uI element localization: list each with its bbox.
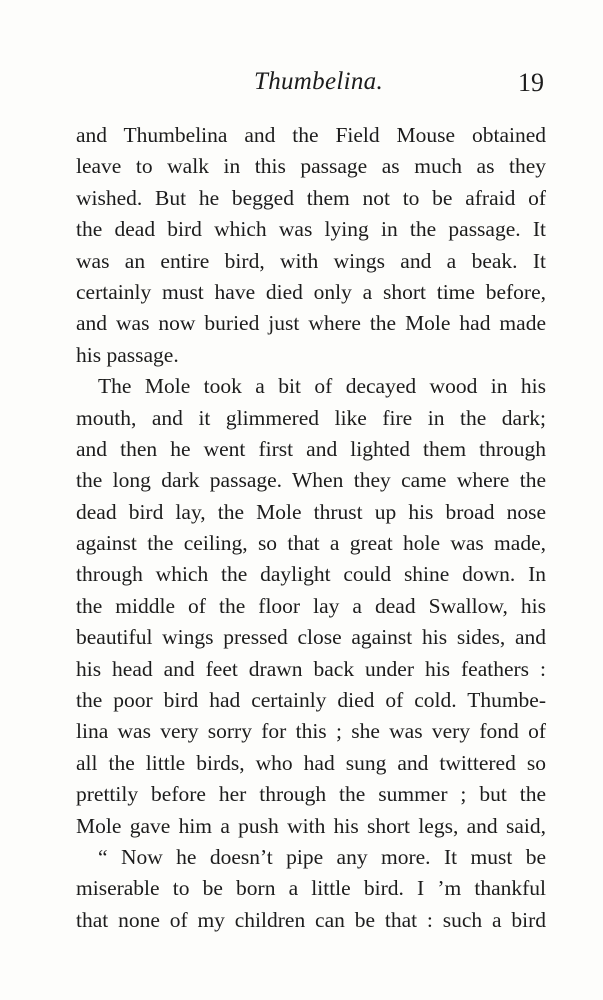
text-line: leave to walk in this passage as much as they — [76, 154, 546, 179]
text-line: prettily before her through the summer ; but the — [76, 782, 546, 807]
text-line: his head and feet drawn back under his feathers : — [76, 656, 546, 681]
text-line: and was now buried just where the Mole had made — [76, 311, 546, 336]
page-number: 19 — [518, 68, 544, 97]
text-line: the dead bird which was lying in the passage. It — [76, 217, 546, 242]
page-header — [76, 64, 546, 104]
text-line: Mole gave him a push with his short legs, and said, — [76, 813, 546, 838]
paragraph-start-line: The Mole took a bit of decayed wood in his — [98, 374, 546, 399]
text-line: the poor bird had certainly died of cold. Thumbe- — [76, 688, 546, 713]
text-line: certainly must have died only a short time before, — [76, 279, 546, 304]
text-line: beautiful wings pressed close against his sides, and — [76, 625, 546, 650]
text-line: the long dark passage. When they came where the — [76, 468, 546, 493]
text-line: all the little birds, who had sung and twittered so — [76, 750, 546, 775]
text-line: mouth, and it glimmered like fire in the dark; — [76, 405, 546, 430]
text-line: his passage. — [76, 342, 179, 367]
text-line: was an entire bird, with wings and a beak. It — [76, 248, 546, 273]
text-line: miserable to be born a little bird. I ’m thankful — [76, 876, 546, 901]
text-line: dead bird lay, the Mole thrust up his broad nose — [76, 499, 546, 524]
paragraph-start-line: “ Now he doesn’t pipe any more. It must be — [98, 844, 546, 869]
text-line: lina was very sorry for this ; she was very fond of — [76, 719, 546, 744]
body-text — [76, 120, 546, 936]
running-title: Thumbelina. — [254, 68, 383, 95]
text-line: against the ceiling, so that a great hole was made, — [76, 531, 546, 556]
text-line: wished. But he begged them not to be afraid of — [76, 185, 546, 210]
text-line: and then he went first and lighted them through — [76, 436, 546, 461]
text-line: and Thumbelina and the Field Mouse obtained — [76, 123, 546, 147]
text-line: the middle of the floor lay a dead Swallow, his — [76, 593, 546, 618]
text-line: through which the daylight could shine down. In — [76, 562, 546, 587]
text-line: that none of my children can be that : such a bird — [76, 907, 546, 932]
